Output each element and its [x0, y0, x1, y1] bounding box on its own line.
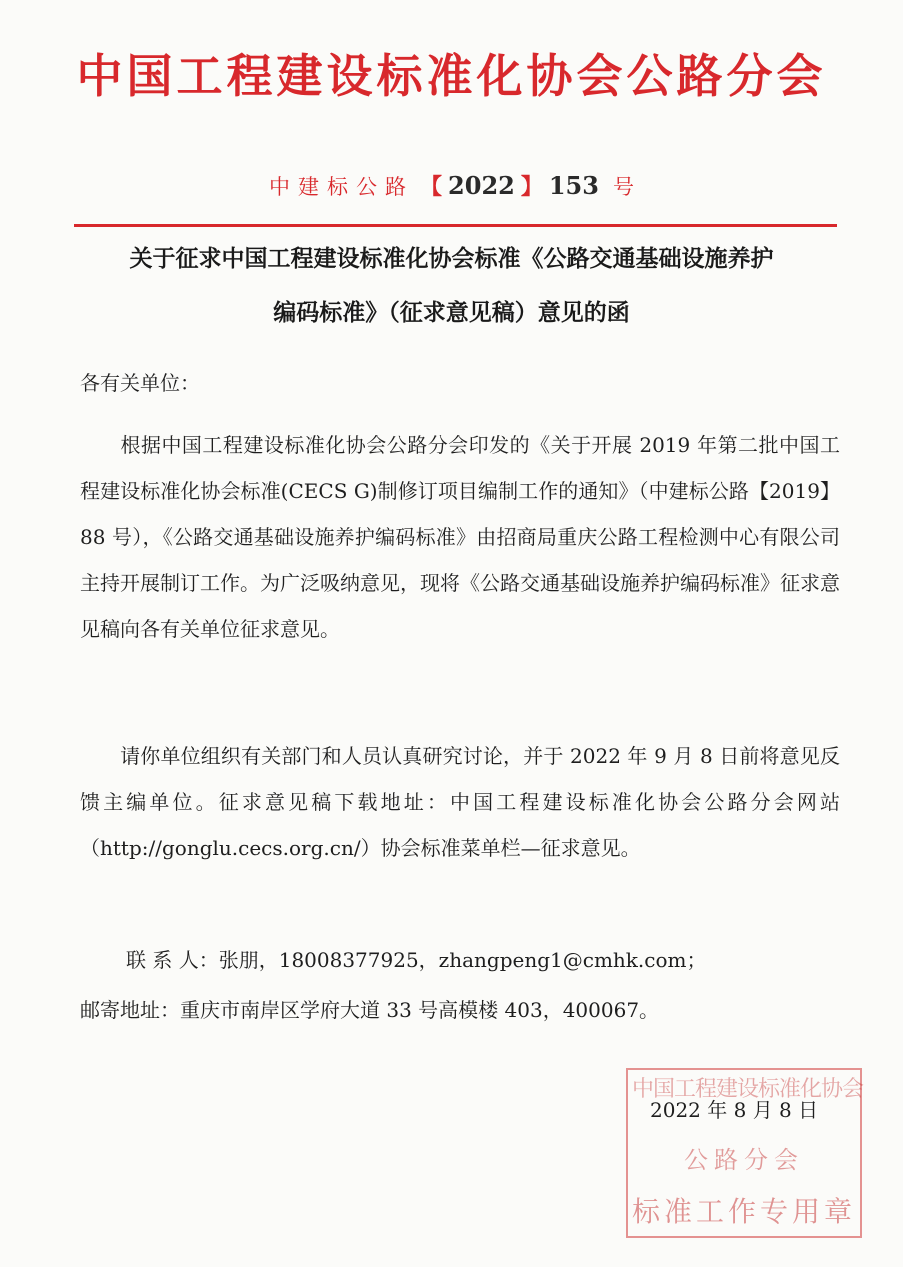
- issue-date: 2022 年 8 月 8 日: [650, 1098, 819, 1122]
- mailing-address: 邮寄地址：重庆市南岸区学府大道 33 号高模楼 403，400067。: [80, 998, 660, 1022]
- doc-number-suffix: 号: [612, 175, 634, 199]
- document-title: [60, 232, 843, 340]
- organization-header: 中国工程建设标准化协会公路分会: [76, 49, 827, 103]
- doc-number-value: 153: [548, 171, 599, 200]
- seal-line-1: 中国工程建设标准化协会: [632, 1077, 864, 1102]
- seal-line-3: 标准工作专用章: [631, 1195, 856, 1228]
- doc-number-prefix: 中建标公路: [269, 175, 415, 199]
- salutation: 各有关单位：: [80, 371, 200, 395]
- title-line-2: 编码标准》（征求意见稿）意见的函: [273, 300, 630, 326]
- body-paragraph-1: [80, 422, 840, 652]
- paragraph-1-text: 根据中国工程建设标准化协会公路分会印发的《关于开展 2019 年第二批中国工程建设标准化协会标准(CECS G)制修订项目编制工作的通知》（中建标公路【2019】88 号），《公路交通基础设施养护编码标准》由招商局重庆公路工程检测中心有限公司主持开展制订工作。为广泛吸纳意见，现将《公路交通基础设施养护编码标准》征求意见稿向各有关单位征求意见。: [80, 433, 840, 641]
- contact-person: 联 系 人：张朋，18008377925，zhangpeng1@cmhk.com；: [126, 948, 707, 972]
- title-line-1: 关于征求中国工程建设标准化协会标准《公路交通基础设施养护: [129, 246, 774, 272]
- header-divider: [74, 224, 837, 227]
- doc-number-year: 2022: [448, 171, 515, 200]
- document-number: [0, 170, 903, 201]
- doc-number-left-bracket: 【: [420, 174, 443, 200]
- body-paragraph-2: [80, 733, 840, 871]
- seal-line-2: 公路分会: [684, 1146, 804, 1174]
- doc-number-right-bracket: 】: [520, 174, 543, 200]
- paragraph-2-text: 请你单位组织有关部门和人员认真研究讨论，并于 2022 年 9 月 8 日前将意见反馈主编单位。征求意见稿下载地址：中国工程建设标准化协会公路分会网站（http://gonglu.cecs.org.cn/）协会标准菜单栏—征求意见。: [80, 744, 840, 860]
